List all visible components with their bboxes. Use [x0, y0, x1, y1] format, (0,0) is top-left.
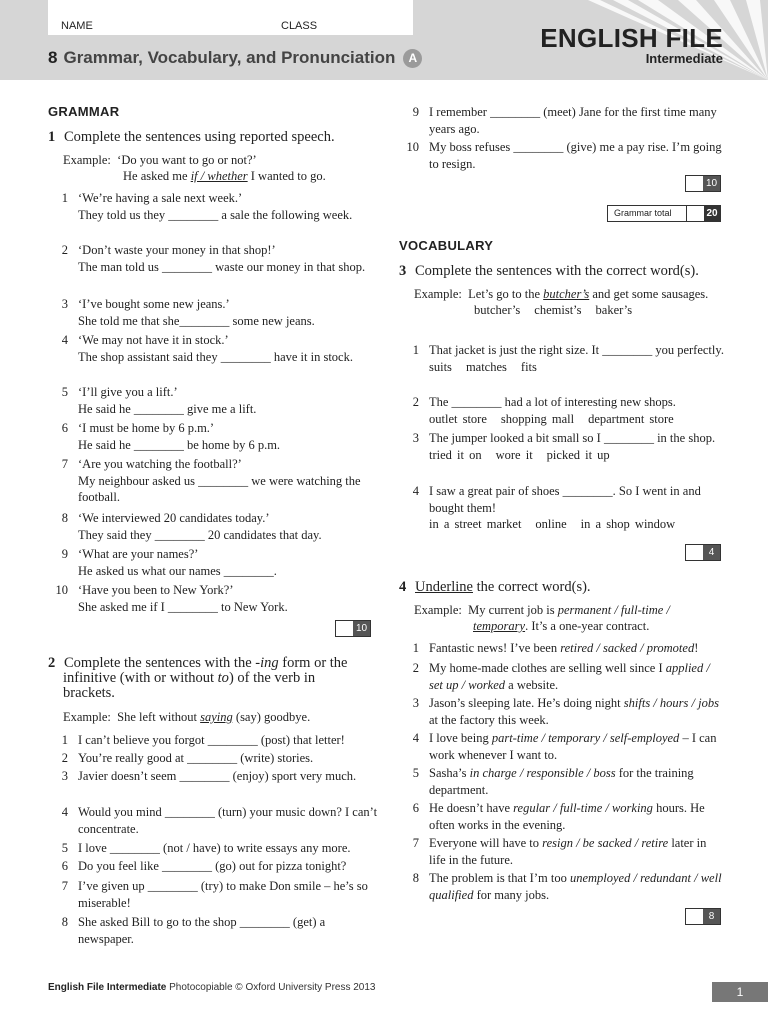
item-text[interactable]: I remember ________ (meet) Jane for the first time many years ago.: [429, 105, 720, 136]
word-options[interactable]: part-time / temporary / self-employed: [491, 731, 680, 745]
word-options[interactable]: in charge / responsible / boss: [469, 766, 616, 780]
example-label: Example:: [63, 710, 111, 724]
item-number: 10: [406, 140, 419, 154]
option-text[interactable]: online: [535, 517, 567, 531]
exercise-item: [399, 104, 724, 137]
score-max: 4: [703, 545, 720, 560]
brand-level: Intermediate: [645, 51, 723, 66]
brand-title: ENGLISH FILE: [540, 23, 723, 53]
item-text: He doesn’t have: [429, 801, 514, 815]
item-text[interactable]: My boss refuses ________ (give) me a pay rise. I’m going to resign.: [429, 140, 725, 171]
item-text: for the training department.: [429, 766, 697, 797]
score-max: 10: [353, 621, 370, 636]
item-number: 2: [61, 243, 68, 257]
word-options[interactable]: resign / be sacked / retire: [542, 836, 669, 850]
exercise-item: [48, 732, 378, 749]
exercise-item: [48, 768, 378, 785]
word-options[interactable]: unemployed / redundant / well qualified: [429, 871, 725, 902]
item-number: 7: [61, 457, 68, 471]
item-text[interactable]: ‘We may not have it in stock.’ The shop assistant said they ________ have it in stock.: [78, 333, 353, 364]
q2-score-box: [685, 175, 721, 192]
q4-example: [414, 602, 724, 634]
option-text[interactable]: matches: [465, 359, 507, 374]
item-number: 8: [61, 915, 68, 929]
item-text[interactable]: ‘Don’t waste your money in that shop!’ The man told us ________ waste our money in that shop.: [78, 243, 366, 274]
q2-instruction: [48, 656, 368, 701]
item-number: 2: [61, 751, 68, 765]
page-footer: [48, 982, 376, 993]
exercise-item: [48, 332, 378, 365]
exercise-item: [399, 835, 724, 868]
unit-number: 8: [48, 48, 58, 67]
item-text: for many jobs.: [473, 887, 550, 902]
score-blank[interactable]: [686, 206, 705, 221]
item-number: 5: [61, 385, 68, 399]
option-text[interactable]: tried it on: [429, 447, 482, 462]
exercise-item: [48, 914, 378, 947]
q2-example: [63, 709, 373, 725]
item-text[interactable]: The jumper looked a bit small so I ________ in the shop.: [429, 431, 716, 445]
item-text[interactable]: She asked Bill to go to the shop ________ (get) a newspaper.: [78, 915, 329, 946]
option-list: [429, 516, 724, 533]
example-answer: temporary: [473, 619, 526, 633]
q2-text: Complete the sentences with the: [64, 655, 256, 671]
item-text[interactable]: ‘I must be home by 6 p.m.’ He said he ________ be home by 6 p.m.: [78, 421, 281, 452]
exercise-item: [399, 800, 724, 833]
item-text[interactable]: The ________ had a lot of interesting new shops.: [429, 395, 676, 409]
exercise-item: [399, 430, 724, 463]
example-text: I wanted to go.: [247, 169, 326, 183]
q2-text: -ing: [255, 655, 279, 671]
q1-instruction-text: Complete the sentences using reported speech.: [64, 129, 335, 145]
exercise-item: [48, 582, 378, 615]
q2-text: to: [217, 670, 229, 686]
item-text[interactable]: I can’t believe you forgot ________ (post) that letter!: [78, 733, 345, 747]
grammar-heading: GRAMMAR: [48, 104, 120, 119]
option-text: chemist’s: [534, 303, 582, 317]
page-header: [0, 0, 768, 80]
item-number: 2: [412, 661, 419, 675]
item-text[interactable]: ‘Have you been to New York?’ She asked me if I ________ to New York.: [78, 583, 288, 614]
item-number: 4: [61, 805, 68, 819]
item-number: 8: [412, 871, 419, 885]
item-text[interactable]: Do you feel like ________ (go) out for pizza tonight?: [78, 859, 347, 873]
item-text: – I can work whenever I want to.: [429, 731, 720, 762]
score-max: 8: [703, 909, 720, 924]
exercise-item: [48, 456, 378, 506]
item-text: The problem is that I’m too: [429, 871, 570, 885]
q1-number: 1: [48, 129, 56, 145]
option-text: butcher’s: [474, 303, 521, 317]
item-number: 1: [412, 343, 419, 357]
q3-instruction-text: Complete the sentences with the correct word(s).: [415, 263, 699, 279]
item-number: 3: [61, 769, 68, 783]
q2-text: ) of the verb in brackets.: [63, 670, 316, 701]
exercise-item: [48, 190, 378, 223]
example-label: Example:: [414, 287, 462, 301]
q1-instruction: [48, 130, 368, 145]
item-number: 10: [55, 583, 68, 597]
item-number: 3: [412, 431, 419, 445]
name-label: NAME: [61, 20, 93, 32]
example-quote: ‘Do you want to go or not?’: [117, 153, 257, 167]
q2-text: form or the infinitive (with or without: [63, 655, 348, 686]
exercise-item: [48, 510, 378, 543]
exercise-item: [48, 242, 378, 275]
vocabulary-heading: VOCABULARY: [399, 238, 494, 253]
q4-instruction-text: the correct word(s).: [472, 579, 591, 595]
item-number: 6: [412, 801, 419, 815]
exercise-item: [399, 660, 724, 693]
word-options[interactable]: shifts / hours / jobs: [623, 696, 719, 710]
q1-score-box: [335, 620, 371, 637]
item-text[interactable]: Would you mind ________ (turn) your music down? I can’t concentrate.: [78, 805, 381, 836]
option-text[interactable]: fits: [520, 359, 537, 374]
item-text: Everyone will have to: [429, 836, 543, 850]
item-text[interactable]: ‘We interviewed 20 candidates today.’ They said they ________ 20 candidates that day.: [78, 511, 322, 542]
item-number: 8: [61, 511, 68, 525]
exercise-item: [399, 870, 724, 903]
exercise-item: [48, 546, 378, 579]
item-text: hours. He often works in the evening.: [429, 801, 708, 832]
item-text[interactable]: I saw a great pair of shoes ________. So I went in and bought them!: [429, 484, 704, 515]
option-text[interactable]: suits: [429, 359, 452, 374]
example-label: Example:: [63, 153, 111, 167]
option-text[interactable]: shopping mall: [500, 411, 575, 426]
example-text: He asked me: [123, 169, 191, 183]
example-text: She left without: [117, 710, 201, 724]
item-number: 7: [412, 836, 419, 850]
exercise-item: [399, 640, 724, 657]
item-number: 5: [61, 841, 68, 855]
q3-instruction: [399, 264, 729, 279]
item-text: at the factory this week.: [429, 696, 723, 727]
example-label: Example:: [414, 603, 462, 617]
example-answer: saying: [200, 710, 233, 724]
exercise-item: [399, 765, 724, 798]
item-number: 4: [412, 484, 419, 498]
example-answer: if / whether: [190, 169, 248, 183]
example-options: [474, 302, 646, 318]
footer-brand: English File Intermediate: [48, 982, 167, 993]
item-text: My home-made clothes are selling well since I: [429, 661, 666, 675]
item-text[interactable]: ‘Are you watching the football?’ My neighbour asked us ________ we were watching the football.: [78, 457, 361, 504]
item-text: Fantastic news! I’ve been: [429, 641, 561, 655]
exercise-item: [399, 695, 724, 728]
item-number: 2: [412, 395, 419, 409]
item-text: Jason’s sleeping late. He’s doing night: [429, 696, 624, 710]
option-text[interactable]: in a street market: [429, 517, 522, 531]
version-badge: A: [403, 49, 422, 68]
item-number: 1: [61, 733, 68, 747]
exercise-item: [399, 483, 724, 533]
item-text[interactable]: ‘I’ve bought some new jeans.’ She told me that she________ some new jeans.: [78, 297, 315, 328]
item-number: 6: [61, 421, 68, 435]
example-text: (say) goodbye.: [232, 710, 311, 724]
page-number: 1: [712, 982, 768, 1002]
q4-score-box: [685, 908, 721, 925]
q3-example: [414, 286, 724, 318]
example-text: . It’s a one-year contract.: [525, 619, 650, 633]
example-answer: butcher’s: [543, 287, 590, 301]
item-number: 9: [412, 105, 419, 119]
item-text: later in life in the future.: [429, 836, 710, 867]
class-label: CLASS: [281, 20, 318, 32]
exercise-item: [48, 750, 378, 767]
item-number: 5: [412, 766, 419, 780]
item-text[interactable]: ‘I’ll give you a lift.’ He said he ________ give me a lift.: [78, 385, 257, 416]
word-options[interactable]: regular / full-time / working: [513, 801, 653, 815]
item-text: !: [694, 641, 699, 655]
q4-number: 4: [399, 579, 407, 595]
name-class-box: [48, 0, 413, 35]
q2-number: 2: [48, 655, 56, 671]
item-number: 1: [61, 191, 68, 205]
item-text[interactable]: Javier doesn’t seem ________ (enjoy) sport very much.: [78, 769, 357, 783]
q3-score-box: [685, 544, 721, 561]
score-max: 10: [703, 176, 720, 191]
brand-logo: [540, 24, 723, 66]
exercise-item: [48, 858, 378, 875]
exercise-item: [48, 296, 378, 329]
grammar-total-box: [607, 205, 721, 222]
exercise-item: [48, 420, 378, 453]
option-text: baker’s: [595, 303, 633, 317]
option-list: [429, 411, 724, 428]
option-list: [429, 359, 724, 376]
option-text[interactable]: wore it: [495, 447, 533, 462]
item-text[interactable]: I’ve given up ________ (try) to make Don smile – he’s so miserable!: [78, 879, 372, 910]
page-title: [48, 48, 422, 68]
option-text[interactable]: department store: [588, 411, 674, 426]
title-text: Grammar, Vocabulary, and Pronunciation: [63, 48, 396, 67]
item-text[interactable]: ‘What are your names?’ He asked us what our names ________.: [78, 547, 277, 578]
option-list: [429, 447, 724, 464]
word-options[interactable]: applied / set up / worked: [429, 661, 713, 692]
item-text[interactable]: I love ________ (not / have) to write essays any more.: [78, 841, 351, 855]
example-text: and get some sausages.: [589, 287, 709, 301]
exercise-item: [399, 342, 724, 375]
option-text[interactable]: outlet store: [429, 411, 487, 426]
item-number: 3: [412, 696, 419, 710]
example-text: Let’s go to the: [468, 287, 544, 301]
item-text: a website.: [505, 677, 559, 692]
item-number: 4: [412, 731, 419, 745]
item-number: 9: [61, 547, 68, 561]
item-text: Sasha’s: [429, 766, 470, 780]
item-number: 7: [61, 879, 68, 893]
example-options: permanent / full-time /: [557, 603, 670, 617]
example-text: My current job is: [468, 603, 558, 617]
exercise-item: [399, 730, 724, 763]
item-number: 1: [412, 641, 419, 655]
item-text: I love being: [429, 731, 492, 745]
q4-instruction: [399, 580, 729, 595]
q4-instruction-underline: Underline: [415, 579, 473, 595]
exercise-item: [48, 840, 378, 857]
exercise-item: [399, 394, 724, 427]
option-text[interactable]: picked it up: [546, 447, 610, 462]
option-text[interactable]: in a shop window: [580, 517, 676, 531]
item-text[interactable]: That jacket is just the right size. It ________ you perfectly.: [429, 343, 724, 357]
word-options[interactable]: retired / sacked / promoted: [560, 641, 695, 655]
exercise-item: [48, 384, 378, 417]
q1-example: [63, 152, 373, 184]
grammar-total-score: 20: [704, 206, 720, 221]
exercise-item: [399, 139, 724, 172]
exercise-item: [48, 878, 378, 911]
item-number: 3: [61, 297, 68, 311]
footer-copyright: Photocopiable © Oxford University Press 2013: [166, 982, 376, 993]
exercise-item: [48, 804, 381, 837]
grammar-total-label: Grammar total: [614, 208, 672, 218]
item-text[interactable]: ‘We’re having a sale next week.’ They told us they ________ a sale the following week.: [78, 191, 353, 222]
item-number: 4: [61, 333, 68, 347]
item-text[interactable]: You’re really good at ________ (write) stories.: [78, 751, 314, 765]
item-number: 6: [61, 859, 68, 873]
q3-number: 3: [399, 263, 407, 279]
